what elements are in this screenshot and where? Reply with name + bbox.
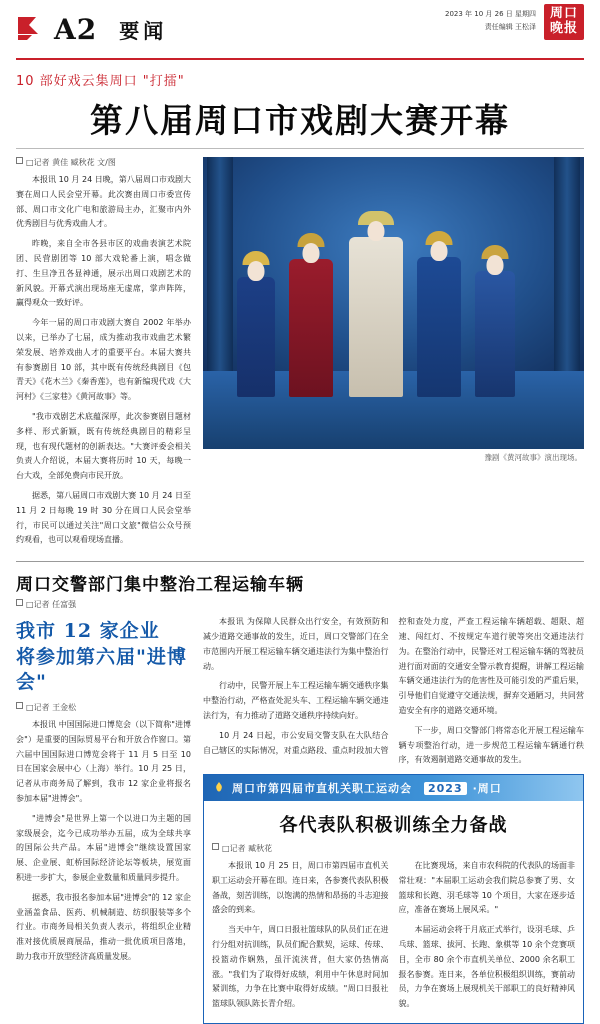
- sports-banner-title: 周口市第四届市直机关职工运动会: [232, 782, 412, 796]
- sports-banner-city: ·周口: [472, 782, 502, 796]
- sports-paragraph: 本届运动会将于月底正式举行，设羽毛球、乒乓球、篮球、拔河、长跑、象棋等 10 余个竞赛项目，全市 80 余个市直机关单位、2000 余名职工报名参赛。连日来，各单位积极组织训练，赛前动员，力争在赛场上展现机关干部职工的良好精神风貌。: [398, 925, 575, 1009]
- expo-paragraph: 据悉，我市报名参加本届"进博会"的 12 家企业涵盖食品、医药、机械制造、纺织服装等多个行业。市商务局相关负责人表示，将组织企业精准对接优质展商展品，推动一批优质项目落地，助力我市开放型经济高质量发展。: [16, 892, 191, 961]
- photo-caption: 豫剧《黄河故事》演出现场。: [484, 453, 582, 462]
- traffic-paragraph: 下一步，周口交警部门将常态化开展工程运输车辆专项整治行动，进一步规范工程运输车辆通行秩序，有效遏制道路交通事故的发生。: [398, 725, 584, 765]
- sports-article: [203, 774, 584, 1024]
- editor-line: 责任编辑 王松泽: [484, 23, 536, 32]
- masthead-right: [445, 4, 584, 40]
- section-divider: [16, 561, 584, 562]
- traffic-body: [203, 615, 584, 768]
- lead-byline: [16, 157, 191, 168]
- lead-paragraph: 昨晚，来自全市各县市区的戏曲表演艺术院团、民营剧团等 10 部大戏轮番上演，唱念做打、生旦净丑各显神通，展示出周口戏剧艺术的新风貌。开幕式演出现场座无虚席，掌声阵阵，赢得观众一致好评。: [16, 239, 191, 308]
- expo-paragraph: "进博会"是世界上第一个以进口为主题的国家级展会，迄今已成功举办五届，成为全球共享的国际公共产品。本届"进博会"继续设置国家展、企业展、虹桥国际经济论坛等板块，展览面积进一步扩大，参展企业数量和质量同步提升。: [16, 813, 191, 883]
- lead-headline: 第八届周口市戏剧大赛开幕: [90, 101, 510, 140]
- sports-paragraph: 在比赛现场，来自市农科院的代表队的场面非常壮观："本届职工运动会我们院总参赛了男、女篮球和长跑、羽毛球等 10 个项目，大家在逐步适应，准备在赛场上展风采。": [398, 861, 575, 915]
- lead-byline-text: □记者 黄佳 臧秋花 文/图: [26, 158, 116, 167]
- red-flag-icon: [16, 14, 46, 44]
- sports-paragraph: 本报讯 10 月 25 日，周口市第四届市直机关职工运动会开幕在即。连日来，各参赛代表队积极备战，刻苦训练，以饱满的热情和昂扬的斗志迎接盛会的到来。: [212, 861, 389, 915]
- traffic-byline: [16, 599, 584, 610]
- byline-mark-icon: [16, 157, 23, 164]
- paper-logo: [544, 4, 584, 40]
- torch-icon: [212, 781, 226, 795]
- page-number: A2: [54, 12, 98, 46]
- right-lower-column: [203, 615, 584, 1024]
- date-line: 2023 年 10 月 26 日 星期四: [445, 10, 536, 18]
- stage-performance-photo: [203, 157, 584, 449]
- lead-text-column: [16, 157, 191, 553]
- lead-paragraph: "我市戏剧艺术底蕴深厚，此次参赛剧目题材多样、形式新颖，既有传统经典剧目的精彩呈现，也有现代题材的创新表达。"大赛评委会相关负责人介绍说，本届大赛将历时 10 天，每晚一台大戏，全部免费向市民开放。: [16, 411, 191, 481]
- expo-title: [16, 619, 191, 696]
- traffic-paragraph: 10 月 24 日起，市公安局交警支队在大队结合自己辖区的实际情况，对重点路段、重点时段加大管控和查处力度，严查工程运输车辆超载、超限、超速、闯红灯、不按规定车道行驶等突出交通违法行为。在整治行动中，民警还对工程运输车辆的驾驶员进行面对面的交通安全警示教育提醒，讲解工程运输车辆交通违法行为的危害性及可能引发的严重后果，引导他们自觉遵守交通法规，摒弃交通陋习，共同营造安全有序的道路交通环境。: [203, 617, 584, 755]
- traffic-byline-text: □记者 任富强: [26, 600, 77, 610]
- paper-name-line2: 晚报: [549, 20, 578, 36]
- lead-photo-column: [203, 157, 584, 553]
- sports-title: 各代表队积极训练全力备战: [279, 815, 508, 837]
- lead-paragraph: 本报讯 10 月 24 日晚，第八届周口市戏剧大赛在周口人民会堂开幕。此次赛由周口市委宣传部、周口市文化广电和旅游局主办，汇聚市内外优秀剧目与优秀戏曲人才。: [16, 175, 191, 229]
- paper-name-line1: 周口: [549, 6, 578, 21]
- expo-byline: [16, 702, 191, 713]
- byline-mark-icon: [16, 702, 23, 709]
- byline-mark-icon: [16, 599, 23, 606]
- expo-title-line1: 我市 12 家企业: [16, 620, 160, 643]
- sports-byline-text: □记者 臧秋花: [222, 844, 273, 854]
- masthead-meta: [445, 4, 536, 35]
- sports-body: [204, 801, 583, 1023]
- expo-title-line2: 将参加第六届"进博会": [16, 645, 187, 694]
- sports-paragraph: 当天中午，周口日报社篮球队的队员们正在进行分组对抗训练，队员们配合默契，运球、传球、投篮动作娴熟，虽汗流浃背，但大家仍热情高涨。"我们为了取得好成绩，利用中午休息时间加紧训练，力争在比赛中取得好成绩。"周口日报社篮球队领队陈长青介绍。: [212, 925, 389, 1009]
- lead-kicker: 10 部好戏云集周口 "打擂": [16, 74, 185, 89]
- sports-banner: [204, 775, 583, 801]
- lead-article: [16, 157, 584, 553]
- sports-banner-year: 2023: [424, 782, 467, 795]
- sports-byline: [212, 843, 575, 854]
- lead-paragraph: 据悉，第八届周口市戏剧大赛 10 月 24 日至 11 月 2 日每晚 19 时 30 分在周口人民会堂举行，市民可以通过关注"周口文旅"微信公众号预约观看，也可以观看现场直播。: [16, 490, 191, 545]
- traffic-article-title: 周口交警部门集中整治工程运输车辆: [16, 575, 304, 596]
- lower-section: [16, 615, 584, 1024]
- section-title: 要闻: [119, 18, 168, 43]
- traffic-paragraph: 行动中，民警开展上车工程运输车辆交通秩序集中整治行动，严格查处泥头车、工程运输车辆交通违法行为，有力推动了道路交通秩序持续向好。: [203, 681, 389, 720]
- lead-paragraph: 今年一届的周口市戏剧大赛自 2002 年举办以来，已举办了七届，成为推动我市戏曲艺术繁荣发展、培养戏曲人才的重要平台。本届大赛共有参赛剧目 10 部，其中既有传统经典剧目《包青天》《花木兰》《秦香莲》，也有新编现代戏《大河村》《三家巷》《黄河故事》等。: [16, 318, 191, 402]
- headline-divider: [16, 148, 584, 149]
- masthead: [16, 0, 584, 60]
- expo-article: [16, 615, 191, 1024]
- expo-byline-text: □记者 王金松: [26, 703, 77, 713]
- expo-paragraph: 本报讯 中国国际进口博览会（以下简称"进博会"）是重要的国际贸易平台和开放合作窗口。第六届中国国际进口博览会将于 11 月 5 日至 10 日在国家会展中心（上海）举行。10 月 25 日，记者从市商务局了解到，我市 12 家企业将报名参加本届"进博会"。: [16, 720, 191, 804]
- traffic-paragraph: 本报讯 为保障人民群众出行安全，有效预防和减少道路交通事故的发生，近日，周口交警部门在全市范围内开展工程运输车辆交通违法行为集中整治行动。: [203, 617, 389, 671]
- byline-mark-icon: [212, 843, 219, 850]
